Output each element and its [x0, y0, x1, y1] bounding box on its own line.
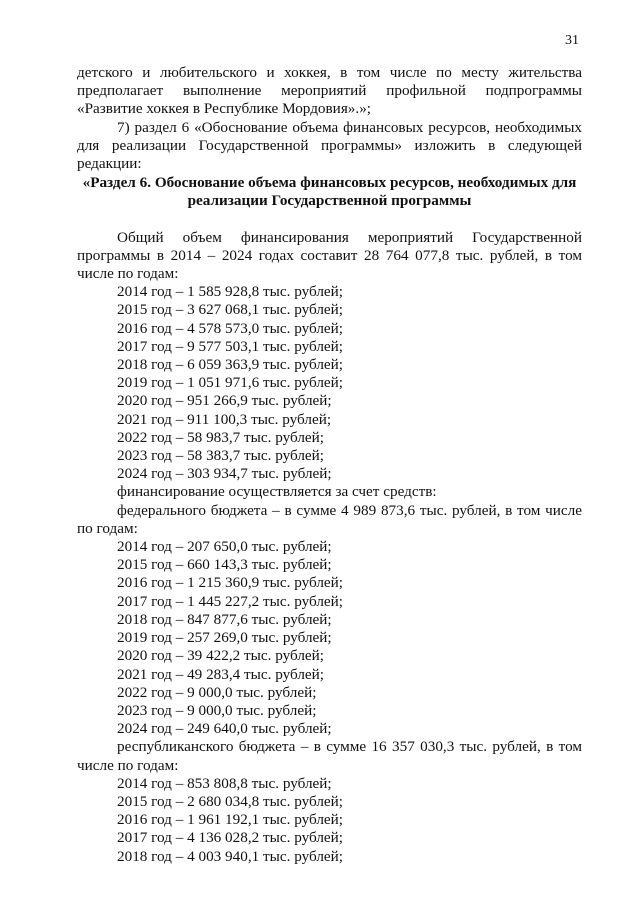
- list-item: 2018 год – 4 003 940,1 тыс. рублей;: [117, 847, 344, 865]
- federal-line: федерального бюджета – в сумме 4 989 873,6 тыс. рублей, в том числе: [117, 501, 582, 519]
- list-item: 2024 год – 249 640,0 тыс. рублей;: [117, 720, 332, 738]
- financing-note: финансирование осуществляется за счет средств:: [117, 483, 437, 501]
- list-item: 2018 год – 847 877,6 тыс. рублей;: [117, 610, 332, 628]
- list-item: 2016 год – 1 215 360,9 тыс. рублей;: [117, 574, 344, 592]
- list-item: 2020 год – 951 266,9 тыс. рублей;: [117, 392, 332, 410]
- list-item: 2024 год – 303 934,7 тыс. рублей;: [117, 465, 332, 483]
- list-item: 2023 год – 58 383,7 тыс. рублей;: [117, 447, 325, 465]
- list-item: 2023 год – 9 000,0 тыс. рублей;: [117, 701, 317, 719]
- list-item: 2020 год – 39 422,2 тыс. рублей;: [117, 647, 325, 665]
- list-item: 2022 год – 9 000,0 тыс. рублей;: [117, 683, 317, 701]
- federal-line: по годам:: [77, 519, 138, 537]
- list-item: 2016 год – 4 578 573,0 тыс. рублей;: [117, 319, 344, 337]
- item-7-line: 7) раздел 6 «Обоснование объема финансовых ресурсов, необходимых: [117, 118, 582, 136]
- page-number: 31: [565, 33, 579, 48]
- intro-line: «Развитие хоккея в Республике Мордовия».»;: [77, 100, 372, 118]
- total-years-list: [117, 283, 582, 483]
- list-item: 2017 год – 9 577 503,1 тыс. рублей;: [117, 337, 344, 355]
- list-item: 2014 год – 207 650,0 тыс. рублей;: [117, 538, 332, 556]
- republic-budget-paragraph: [77, 738, 582, 774]
- republic-line: республиканского бюджета – в сумме 16 357 030,3 тыс. рублей, в том: [117, 738, 582, 756]
- list-item: 2015 год – 2 680 034,8 тыс. рублей;: [117, 792, 344, 810]
- intro-line: предполагает выполнение мероприятий профильной подпрограммы: [77, 82, 582, 100]
- document-body: [77, 64, 582, 866]
- list-item: 2021 год – 49 283,4 тыс. рублей;: [117, 665, 325, 683]
- total-line: числе по годам:: [77, 265, 179, 283]
- list-item: 2014 год – 1 585 928,8 тыс. рублей;: [117, 283, 344, 301]
- intro-line: детского и любительского и хоккея, в том числе по месту жительства: [77, 64, 582, 81]
- list-item: 2018 год – 6 059 363,9 тыс. рублей;: [117, 356, 344, 374]
- list-item: 2019 год – 257 269,0 тыс. рублей;: [117, 629, 332, 647]
- item-7-line: редакции:: [77, 155, 142, 173]
- list-item: 2019 год – 1 051 971,6 тыс. рублей;: [117, 374, 344, 392]
- list-item: 2017 год – 1 445 227,2 тыс. рублей;: [117, 592, 344, 610]
- total-line: Общий объем финансирования мероприятий Государственной: [117, 228, 582, 246]
- list-item: 2014 год – 853 808,8 тыс. рублей;: [117, 774, 332, 792]
- item-7-paragraph: [77, 119, 582, 174]
- section-heading-line: реализации Государственной программы: [187, 192, 472, 210]
- item-7-line: для реализации Государственной программы» изложить в следующей: [77, 136, 582, 154]
- list-item: 2015 год – 660 143,3 тыс. рублей;: [117, 556, 332, 574]
- federal-years-list: [117, 538, 582, 738]
- list-item: 2022 год – 58 983,7 тыс. рублей;: [117, 428, 325, 446]
- section-heading: [77, 174, 582, 210]
- list-item: 2017 год – 4 136 028,2 тыс. рублей;: [117, 829, 344, 847]
- intro-paragraph: [77, 64, 582, 119]
- total-financing-paragraph: [77, 229, 582, 284]
- list-item: 2015 год – 3 627 068,1 тыс. рублей;: [117, 301, 344, 319]
- list-item: 2021 год – 911 100,3 тыс. рублей;: [117, 410, 332, 428]
- federal-budget-paragraph: [77, 502, 582, 538]
- section-heading-line: «Раздел 6. Обоснование объема финансовых ресурсов, необходимых для: [82, 174, 577, 192]
- republic-years-list: [117, 775, 582, 866]
- total-line: программы в 2014 – 2024 годах составит 28 764 077,8 тыс. рублей, в том: [77, 246, 582, 264]
- republic-line: числе по годам:: [77, 756, 179, 774]
- list-item: 2016 год – 1 961 192,1 тыс. рублей;: [117, 811, 344, 829]
